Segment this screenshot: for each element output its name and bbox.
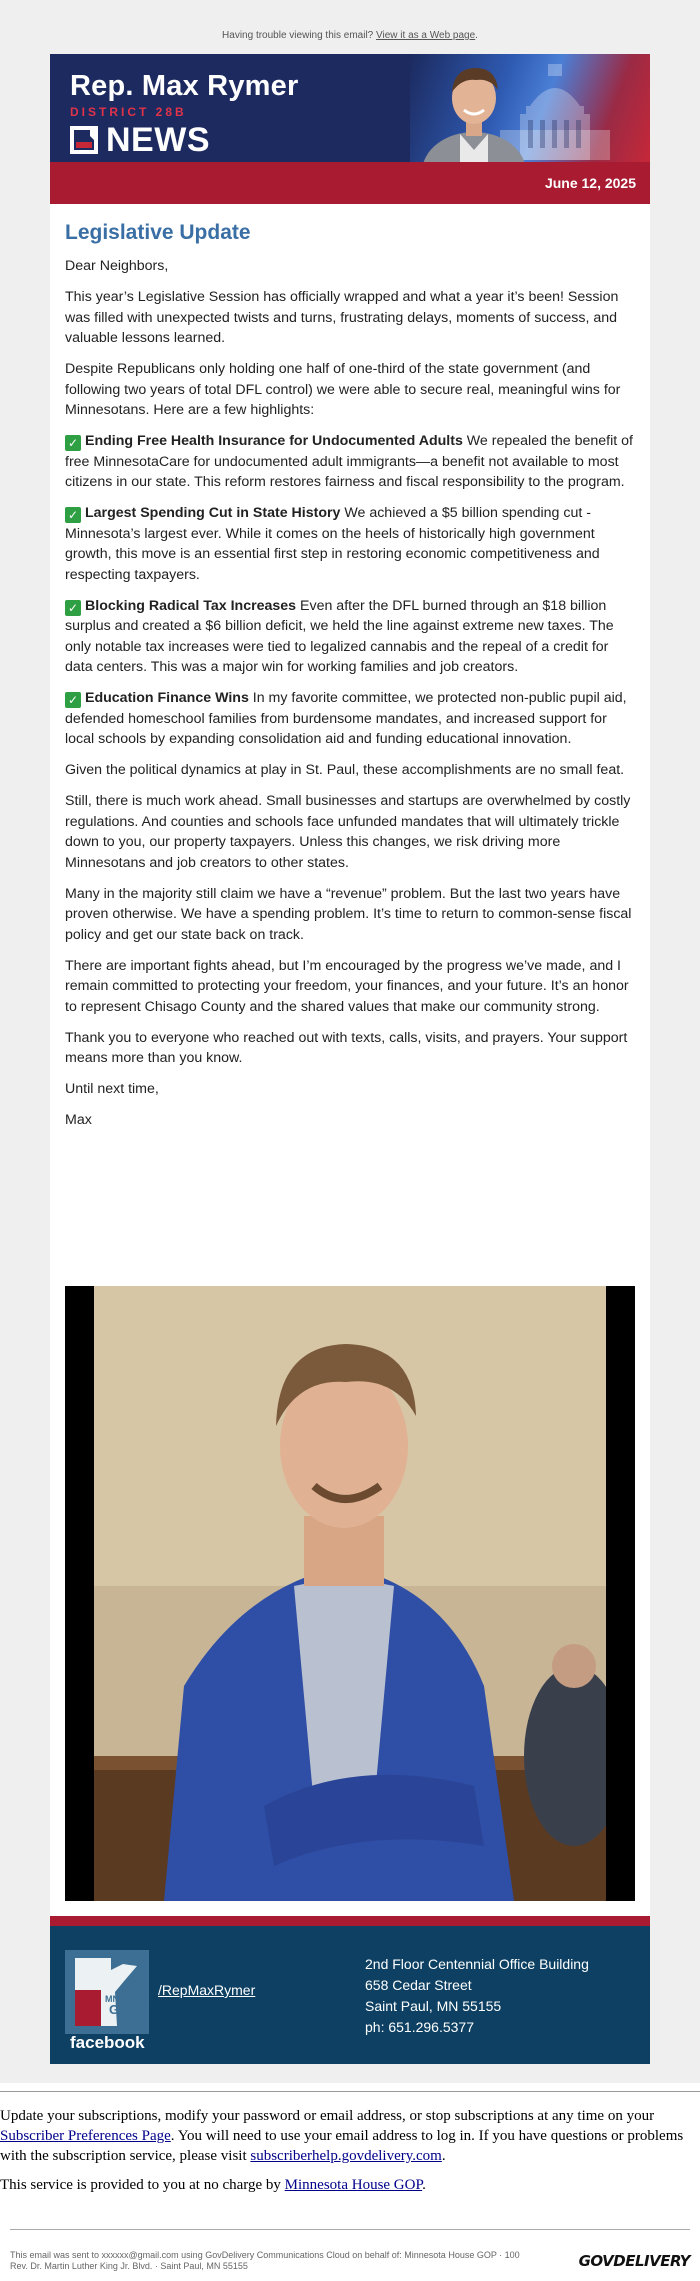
header-name: Rep. Max Rymer: [70, 70, 299, 102]
header-banner: [50, 54, 650, 162]
office-address: [365, 1954, 589, 2038]
provided-suffix: .: [422, 2177, 426, 2193]
highlight-title: Ending Free Health Insurance for Undocumented Adults: [85, 433, 463, 449]
highlight-item: [65, 688, 635, 750]
article-body: [65, 220, 635, 1141]
subscriber-preferences-link[interactable]: Subscriber Preferences Page: [0, 2128, 171, 2144]
check-mark-icon: ✓: [65, 435, 81, 451]
web-version-link[interactable]: View it as a Web page: [376, 30, 476, 41]
phone-number: ph: 651.296.5377: [365, 2019, 474, 2035]
address-line: Saint Paul, MN 55155: [365, 1998, 502, 2014]
date-bar: [50, 162, 650, 204]
highlight-item: [65, 431, 635, 493]
house-gop-logo-icon: [70, 126, 98, 154]
minnesota-house-gop-link[interactable]: Minnesota House GOP: [284, 2177, 423, 2193]
highlight-title: Largest Spending Cut in State History: [85, 505, 341, 521]
signature: Max: [65, 1112, 92, 1128]
highlight-item: [65, 596, 635, 678]
closing: Until next time,: [65, 1081, 159, 1097]
facebook-icon[interactable]: facebook: [70, 2033, 145, 2052]
preheader-suffix: .: [475, 30, 478, 41]
representative-headshot: [420, 54, 528, 162]
provided-text: This service is provided to you at no charge by: [0, 2177, 285, 2193]
paragraph-spending: Many in the majority still claim we have a “revenue” problem. But the last two years have proven otherwise. We have a spending problem. It’s time to return to common-sense fiscal policy and get our state back on track.: [65, 885, 632, 943]
paragraph-thanks: Thank you to everyone who reached out with texts, calls, visits, and prayers. Your support means more than you know.: [65, 1029, 628, 1066]
subscription-text: .: [441, 2148, 446, 2164]
govdelivery-logo[interactable]: GOVDELIVERY: [578, 2252, 690, 2270]
highlight-text: In my favorite committee, we protected non-public pupil aid, defended homeschool families from burdensome mandates, and increased support for local schools by expanding consolidation aid and funding educational innovation.: [65, 690, 627, 747]
paragraph-wins: Despite Republicans only holding one half of one-third of the state government (and following two years of total DFL control) we were able to secure real, meaningful wins for Minnesotans. Here are a few highlights:: [65, 361, 621, 418]
email-container: [50, 54, 650, 2052]
highlight-title: Education Finance Wins: [85, 690, 249, 706]
highlight-text: We repealed the benefit of free MinnesotaCare for undocumented adult immigrants—a benefit not available to most citizens in our state. This reform restores fairness and fiscal responsibility to the program.: [65, 433, 633, 490]
address-line: 658 Cedar Street: [365, 1977, 472, 1993]
address-line: 2nd Floor Centennial Office Building: [365, 1956, 589, 1972]
representative-photo: [94, 1286, 606, 1901]
preheader: [0, 30, 700, 41]
check-mark-icon: ✓: [65, 507, 81, 523]
highlight-title: Blocking Radical Tax Increases: [85, 597, 297, 614]
legal-line: Rev. Dr. Martin Luther King Jr. Blvd. · Saint Paul, MN 55155: [10, 2261, 248, 2271]
paragraph-dynamics: Given the political dynamics at play in St. Paul, these accomplishments are no small feat.: [65, 762, 625, 778]
check-mark-icon: ✓: [65, 600, 81, 616]
contact-footer: [50, 1926, 650, 2064]
minnesota-map-icon[interactable]: [65, 1950, 149, 2034]
logo-text-top: MN HOUSE: [105, 1994, 149, 2004]
header-news: NEWS: [106, 121, 210, 159]
subscription-divider: [0, 2091, 700, 2092]
greeting: Dear Neighbors,: [65, 258, 169, 274]
logo-text-bottom: GOP: [109, 2002, 138, 2017]
check-mark-icon: ✓: [65, 692, 81, 708]
paragraph-work-ahead: Still, there is much work ahead. Small businesses and startups are overwhelmed by costly regulations. And counties and schools face unfunded mandates that will ultimately trickle down to you, our property taxpayers. Unless this changes, we risk driving more Minnesotans and job creators to other states.: [65, 793, 631, 871]
paragraph-intro: This year’s Legislative Session has officially wrapped and what a year it’s been! Session was filled with unexpected twists and turns, frustrating delays, moments of success, and valuable lessons learned.: [65, 289, 619, 346]
issue-date: June 12, 2025: [544, 175, 636, 191]
photo-frame: [65, 1286, 635, 1901]
preheader-text: Having trouble viewing this email?: [222, 30, 377, 41]
paragraph-commitment: There are important fights ahead, but I’m encouraged by the progress we’ve made, and I remain committed to protecting your freedom, your finances, and your future. It’s an honor to represent Chisago County and the shared values that make our community strong.: [65, 957, 629, 1015]
legal-line: This email was sent to xxxxxx@gmail.com using GovDelivery Communications Cloud on behalf of: Minnesota House GOP · 100: [10, 2250, 520, 2260]
header-district: DISTRICT 28B: [70, 105, 187, 119]
article-title: Legislative Update: [65, 221, 251, 244]
subscriber-help-link[interactable]: subscriberhelp.govdelivery.com: [250, 2148, 442, 2164]
facebook-page-link[interactable]: /RepMaxRymer: [158, 1982, 256, 1998]
subscription-text: Update your subscriptions, modify your password or email address, or stop subscriptions at any time on your: [0, 2108, 655, 2124]
subscription-info: [0, 2106, 700, 2166]
highlight-item: [65, 503, 635, 585]
legal-divider: [10, 2229, 690, 2230]
highlight-text: We achieved a $5 billion spending cut - Minnesota’s largest ever. While it comes on the heels of historically high government growth, this move is an essential first step in restoring economic competitiveness and respecting taxpayers.: [65, 505, 600, 583]
footer-stripe: [50, 1916, 650, 1926]
subscription-text: . You will need to use your email address to log in. If you have questions or problems with the subscription service, please visit: [0, 2128, 684, 2164]
highlight-text: Even after the DFL burned through an $18 billion surplus and created a $6 billion deficit, we held the line against extreme new taxes. The only notable tax increases were tied to legalized cannabis and the repeal of a credit for data centers. This was a major win for working families and job creators.: [65, 597, 614, 675]
legal-text: [10, 2250, 570, 2272]
provided-by: [0, 2177, 700, 2194]
